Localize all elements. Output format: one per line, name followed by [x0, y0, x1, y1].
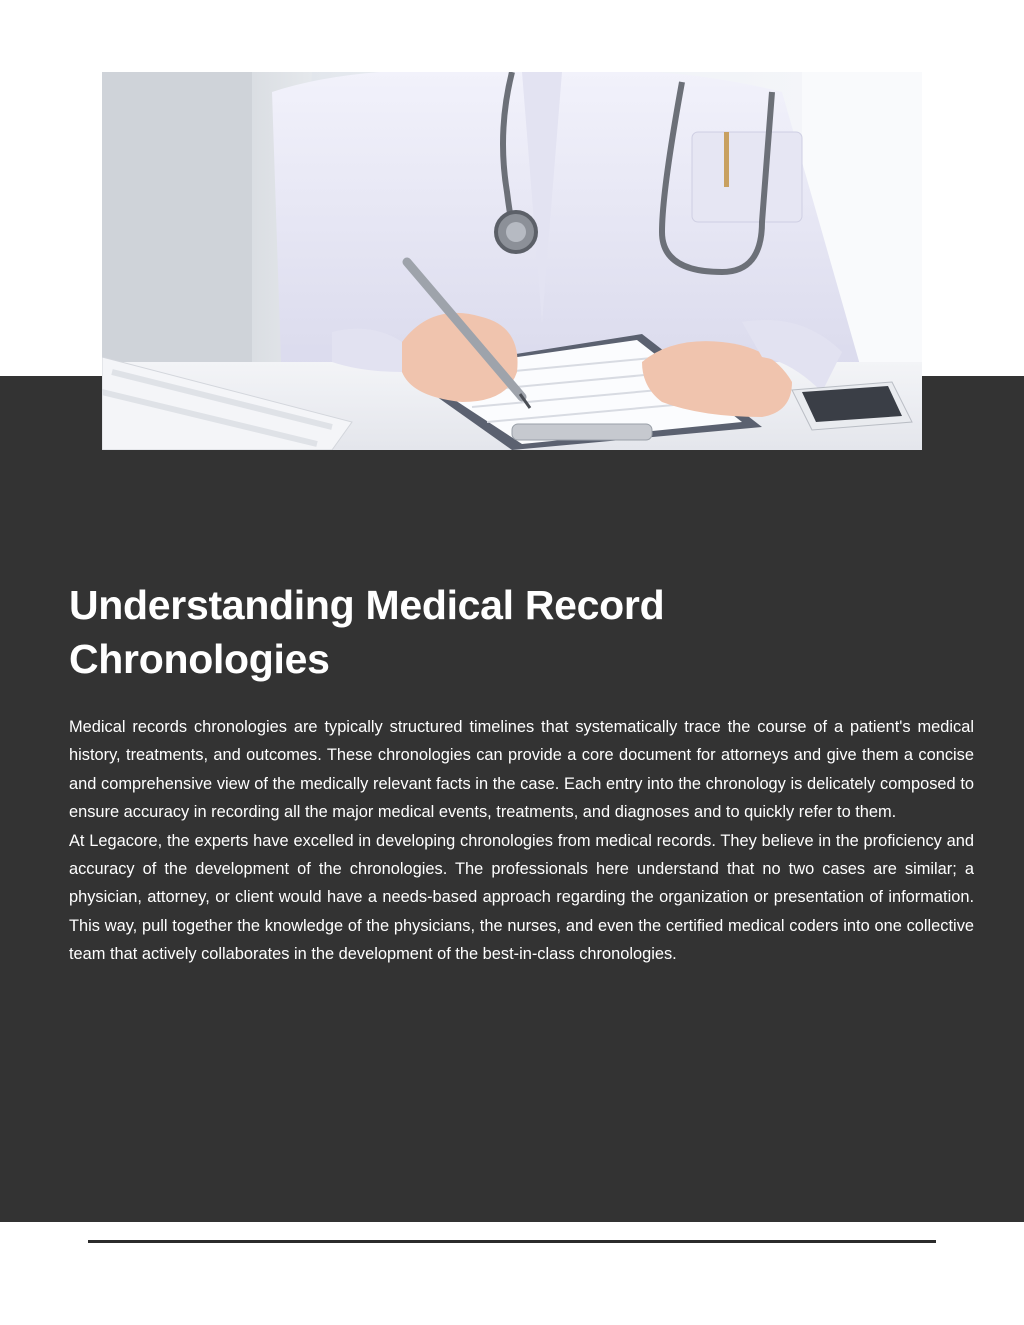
paragraph-legacore: At Legacore, the experts have excelled in developing chronologies from medical records. They believe in the proficiency and accuracy of the development of the chronologies. The professionals here understand that no two cases are similar; a physician, attorney, or client would have a needs-based approach regarding the organization or presentation of information. This way, pull together the knowledge of the physicians, the nurses, and even the certified medical coders into one collective team that actively collaborates in the development of the best-in-class chronologies.: [69, 831, 974, 964]
phone-screen-shape: [802, 386, 902, 422]
paragraph-intro: Medical records chronologies are typically structured timelines that systematically trace the course of a patient's medical history, treatments, and outcomes. These chronologies can provide a core document for attorneys and give them a concise and comprehensive view of the medically relevant facts in the case. Each entry into the chronology is delicately composed to ensure accuracy in recording all the major medical events, treatments, and diagnoses and to quickly refer to them.: [69, 718, 974, 822]
doctor-illustration: [102, 72, 922, 450]
hero-photo-doctor-writing: [102, 72, 922, 450]
footer-divider: [88, 1240, 936, 1243]
article-title: Understanding Medical Record Chronologies: [69, 582, 665, 682]
article-body: [69, 713, 974, 969]
